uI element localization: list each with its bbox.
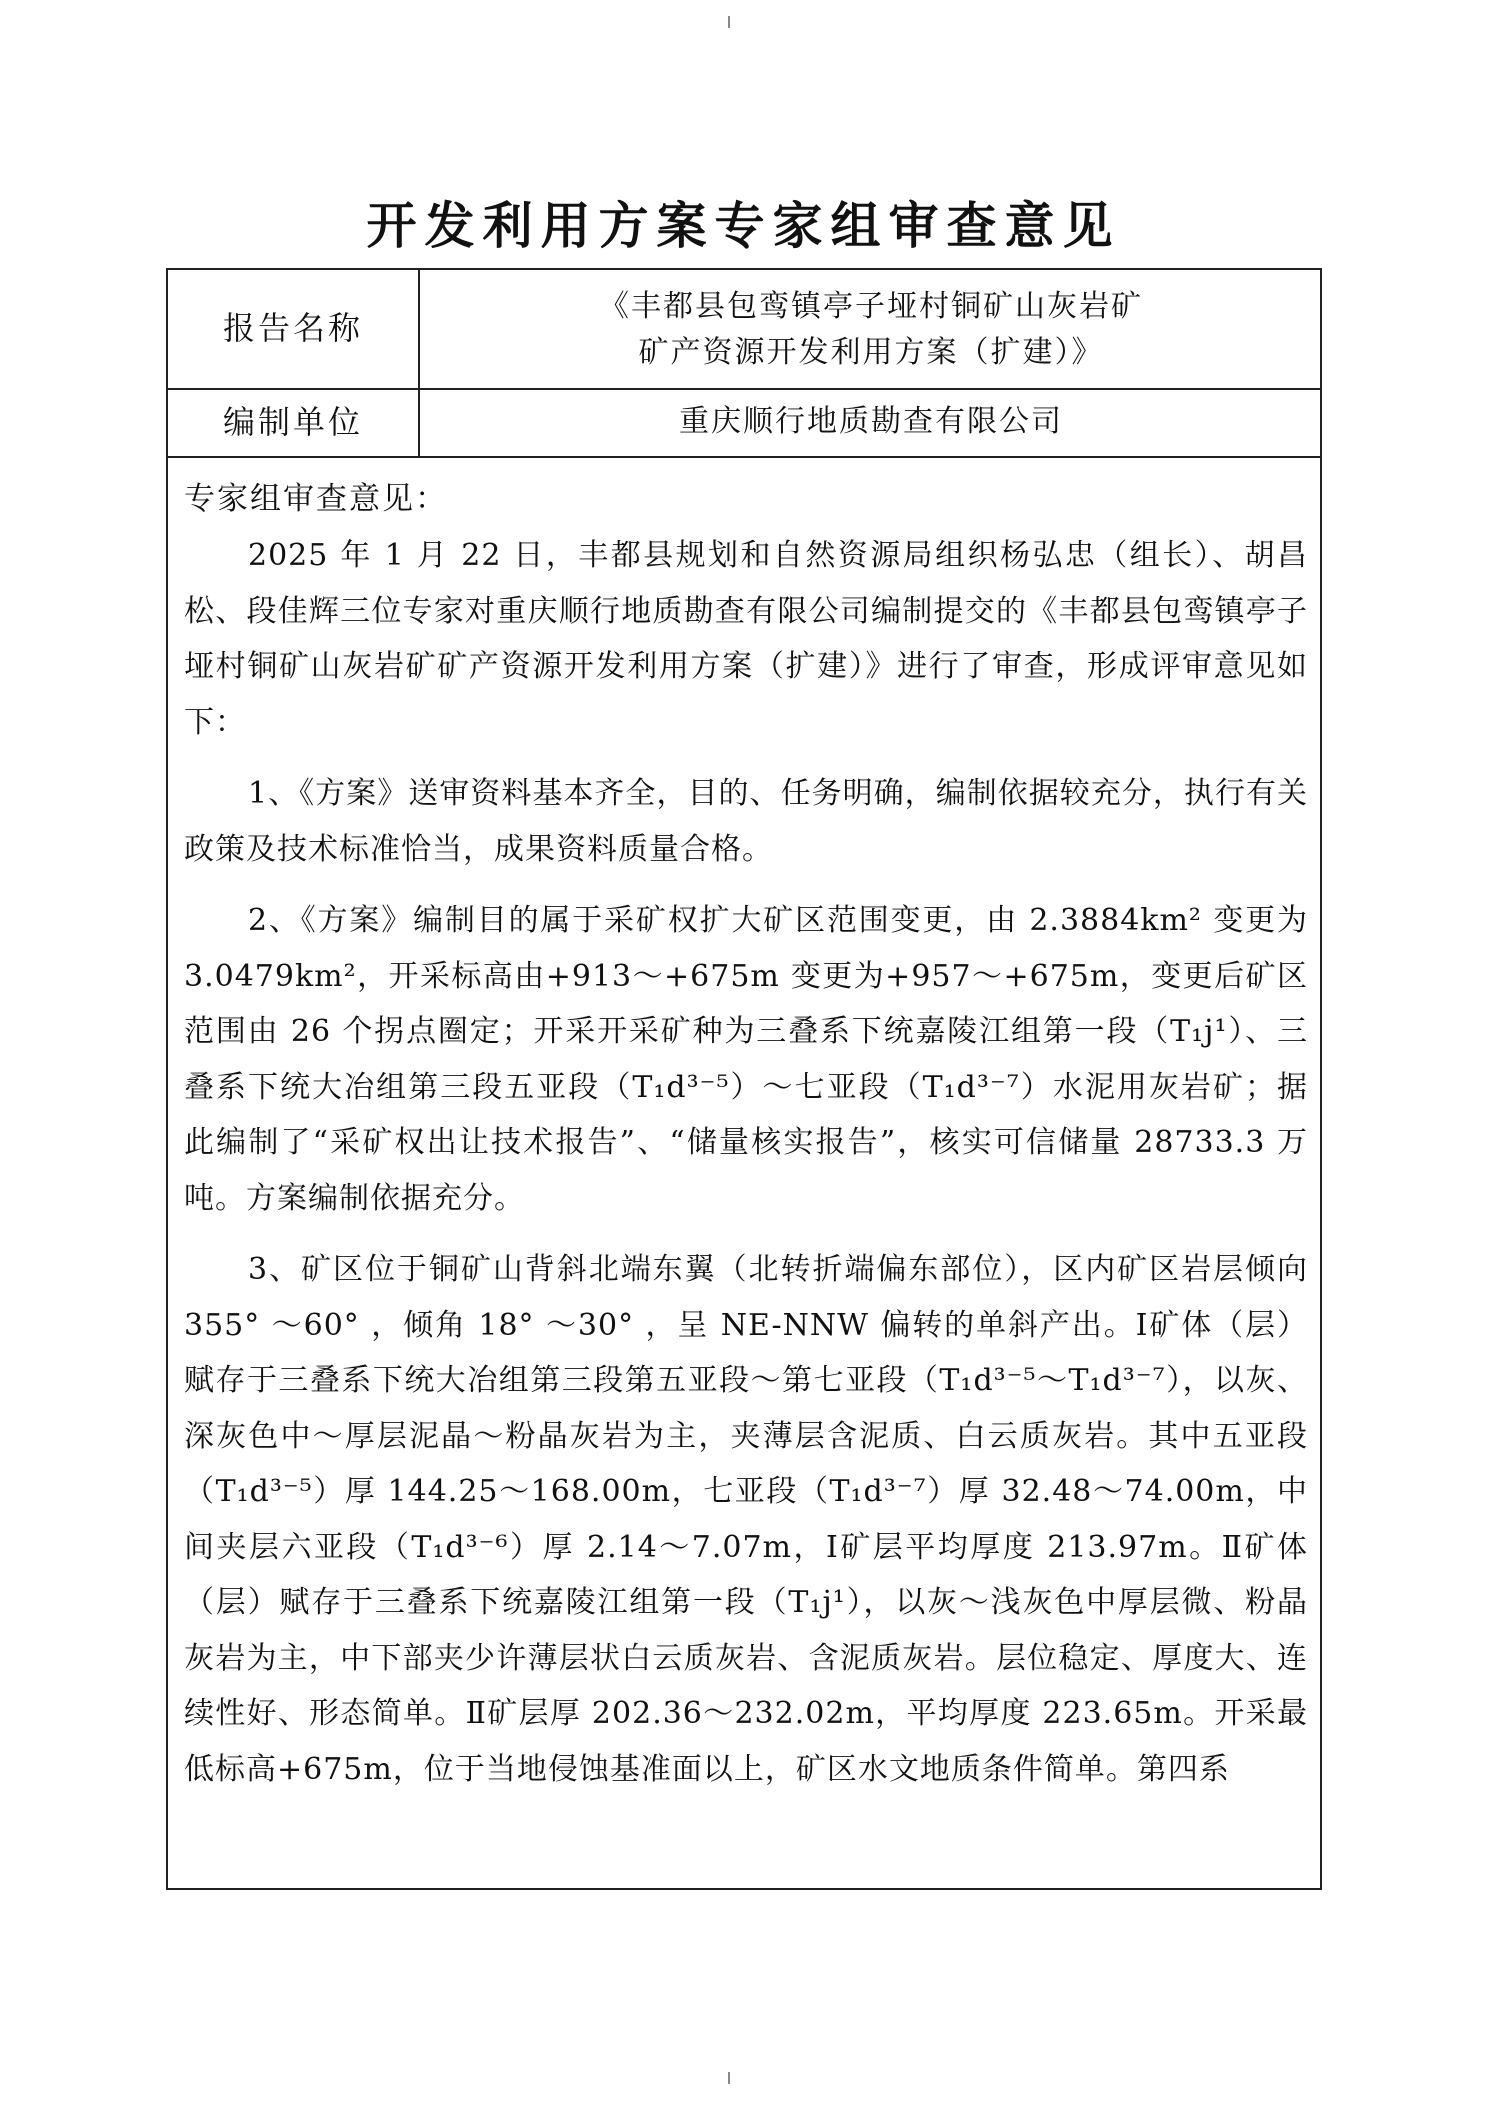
review-table [166, 268, 1322, 1890]
page-title: 开发利用方案专家组审查意见 [366, 196, 1121, 255]
scan-mark-top [728, 16, 730, 28]
opinion-paragraph: 1、《方案》送审资料基本齐全，目的、任务明确，编制依据较充分，执行有关政策及技术标准恰当，成果资料质量合格。 [184, 776, 1308, 867]
row-divider-2 [168, 456, 1320, 458]
scan-mark-bottom [728, 2072, 730, 2084]
opinion-paragraph: 2025 年 1 月 22 日，丰都县规划和自然资源局组织杨弘忠（组长）、胡昌松、段佳辉三位专家对重庆顺行地质勘查有限公司编制提交的《丰都县包鸾镇亭子垭村铜矿山灰岩矿矿产资源开发利用方案（扩建）》进行了审查，形成评审意见如下： [184, 538, 1308, 740]
report-name-value [418, 284, 1324, 376]
report-name-line-2: 矿产资源开发利用方案（扩建）》 [638, 335, 1104, 370]
opinion-heading: 专家组审查意见： [184, 481, 448, 517]
report-name-line-1: 《丰都县包鸾镇亭子垭村铜矿山灰岩矿 [599, 289, 1143, 324]
compiler-value: 重庆顺行地质勘查有限公司 [679, 404, 1063, 439]
row-divider-1 [168, 388, 1320, 390]
opinion-paragraph: 2、《方案》编制目的属于采矿权扩大矿区范围变更，由 2.3884km² 变更为 3.0479km²，开采标高由+913～+675m 变更为+957～+675m，变更后矿区范围由 26 个拐点圈定；开采开采矿种为三叠系下统嘉陵江组第一段（T₁j¹）、三叠系下统大冶组第三段五亚段（T₁d³⁻⁵）～七亚段（T₁d³⁻⁷）水泥用灰岩矿；据此编制了“采矿权出让技术报告”、“储量核实报告”，核实可信储量 28733.3 万吨。方案编制依据充分。 [184, 903, 1308, 1216]
opinion-body [184, 528, 1308, 1813]
report-name-label: 报告名称 [222, 309, 363, 347]
opinion-paragraph: 3、矿区位于铜矿山背斜北端东翼（北转折端偏东部位），区内矿区岩层倾向 355° ～60° ，倾角 18° ～30° ，呈 NE-NNW 偏转的单斜产出。Ⅰ矿体（层）赋存于三叠系下统大冶组第三段第五亚段～第七亚段（T₁d³⁻⁵～T₁d³⁻⁷），以灰、深灰色中～厚层泥晶～粉晶灰岩为主，夹薄层含泥质、白云质灰岩。其中五亚段（T₁d³⁻⁵）厚 144.25～168.00m，七亚段（T₁d³⁻⁷）厚 32.48～74.00m，中间夹层六亚段（T₁d³⁻⁶）厚 2.14～7.07m，Ⅰ矿层平均厚度 213.97m。Ⅱ矿体（层）赋存于三叠系下统嘉陵江组第一段（T₁j¹），以灰～浅灰色中厚层微、粉晶灰岩为主，中下部夹少许薄层状白云质灰岩、含泥质灰岩。层位稳定、厚度大、连续性好、形态简单。Ⅱ矿层厚 202.36～232.02m，平均厚度 223.65m。开采最低标高+675m，位于当地侵蚀基准面以上，矿区水文地质条件简单。第四系 [184, 1252, 1308, 1787]
compiler-label: 编制单位 [222, 403, 363, 441]
column-divider [418, 270, 420, 457]
